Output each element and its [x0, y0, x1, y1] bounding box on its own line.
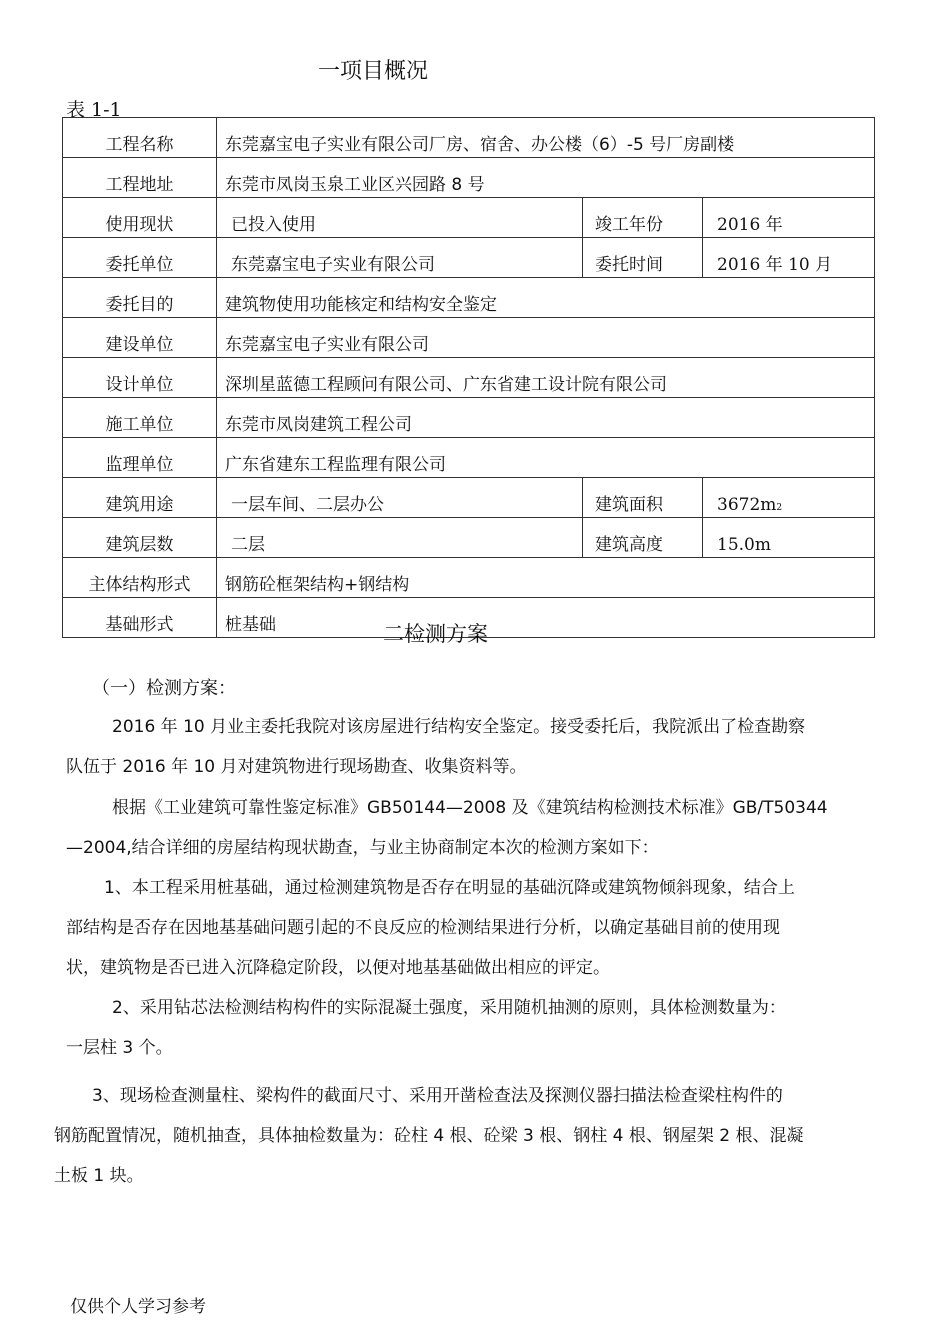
table-label: 表 1-1: [66, 99, 122, 121]
row-label: 委托目的: [63, 278, 217, 318]
row-value: 东莞市凤岗建筑工程公司: [217, 398, 875, 438]
paragraph-line: 部结构是否存在因地基基础问题引起的不良反应的检测结果进行分析，以确定基础目前的使用现: [66, 918, 780, 938]
table-row: [63, 238, 875, 278]
row-label-secondary: 委托时间: [583, 238, 703, 278]
row-label: 建筑用途: [63, 478, 217, 518]
row-value-secondary: 15.0m: [703, 518, 875, 558]
row-value: 东莞嘉宝电子实业有限公司: [217, 238, 583, 278]
row-label: 工程地址: [63, 158, 217, 198]
paragraph-line: 1、本工程采用桩基础，通过检测建筑物是否存在明显的基础沉降或建筑物倾斜现象，结合上: [104, 878, 795, 898]
row-value: 已投入使用: [217, 198, 583, 238]
area-unit-superscript: 2: [776, 503, 783, 513]
area-value: 3672m: [717, 495, 777, 515]
section2-title: 二检测方案: [383, 622, 488, 646]
row-value-secondary: [703, 478, 875, 518]
table-row: [63, 118, 875, 158]
paragraph-line: 2016 年 10 月业主委托我院对该房屋进行结构安全鉴定。接受委托后，我院派出了检查勘察: [112, 717, 806, 737]
row-label: 建设单位: [63, 318, 217, 358]
row-label: 设计单位: [63, 358, 217, 398]
paragraph-line: 状，建筑物是否已进入沉降稳定阶段，以便对地基基础做出相应的评定。: [66, 958, 610, 978]
table-row: [63, 398, 875, 438]
paragraph-line: 土板 1 块。: [54, 1166, 144, 1186]
row-value: 广东省建东工程监理有限公司: [217, 438, 875, 478]
row-label: 建筑层数: [63, 518, 217, 558]
table-row: [63, 198, 875, 238]
row-label: 施工单位: [63, 398, 217, 438]
paragraph-line: 3、现场检查测量柱、梁构件的截面尺寸、采用开凿检查法及探测仪器扫描法检查梁柱构件的: [92, 1086, 783, 1106]
row-label-secondary: 建筑高度: [583, 518, 703, 558]
project-overview-table: [62, 117, 875, 638]
section1-title: 一项目概况: [318, 59, 429, 84]
table-row: [63, 438, 875, 478]
paragraph-line: 2、采用钻芯法检测结构构件的实际混凝土强度，采用随机抽测的原则，具体检测数量为：: [112, 998, 786, 1018]
row-label: 委托单位: [63, 238, 217, 278]
paragraph-line: 队伍于 2016 年 10 月对建筑物进行现场勘查、收集资料等。: [66, 757, 527, 777]
row-value: 一层车间、二层办公: [217, 478, 583, 518]
paragraph-line: —2004,结合详细的房屋结构现状勘查，与业主协商制定本次的检测方案如下：: [66, 838, 659, 858]
row-value-secondary: 2016 年: [703, 198, 875, 238]
row-label: 工程名称: [63, 118, 217, 158]
table-row: [63, 558, 875, 598]
table-row: [63, 518, 875, 558]
row-value: 东莞市凤岗玉泉工业区兴园路 8 号: [217, 158, 875, 198]
row-value: 东莞嘉宝电子实业有限公司: [217, 318, 875, 358]
row-label-secondary: 竣工年份: [583, 198, 703, 238]
row-value: 桩基础: [217, 598, 875, 638]
paragraph-line: 一层柱 3 个。: [66, 1038, 173, 1058]
footer-note: 仅供个人学习参考: [70, 1297, 206, 1317]
table-row: [63, 478, 875, 518]
row-label: 监理单位: [63, 438, 217, 478]
row-label-secondary: 建筑面积: [583, 478, 703, 518]
row-value: 建筑物使用功能核定和结构安全鉴定: [217, 278, 875, 318]
row-value-secondary: 2016 年 10 月: [703, 238, 875, 278]
table-row: [63, 158, 875, 198]
paragraph-line: 根据《工业建筑可靠性鉴定标准》GB50144—2008 及《建筑结构检测技术标准》GB/T50344: [112, 798, 828, 818]
paragraph-line: 钢筋配置情况，随机抽查，具体抽检数量为：砼柱 4 根、砼梁 3 根、钢柱 4 根、钢屋架 2 根、混凝: [54, 1126, 804, 1146]
row-value: 深圳星蓝德工程顾问有限公司、广东省建工设计院有限公司: [217, 358, 875, 398]
row-label: 使用现状: [63, 198, 217, 238]
row-label: 基础形式: [63, 598, 217, 638]
table-row: [63, 278, 875, 318]
row-label: 主体结构形式: [63, 558, 217, 598]
row-value: 二层: [217, 518, 583, 558]
section2-subheading: （一）检测方案：: [92, 678, 236, 699]
table-row: [63, 358, 875, 398]
table-row: [63, 318, 875, 358]
row-value: 东莞嘉宝电子实业有限公司厂房、宿舍、办公楼（6）-5 号厂房副楼: [217, 118, 875, 158]
row-value: 钢筋砼框架结构+钢结构: [217, 558, 875, 598]
